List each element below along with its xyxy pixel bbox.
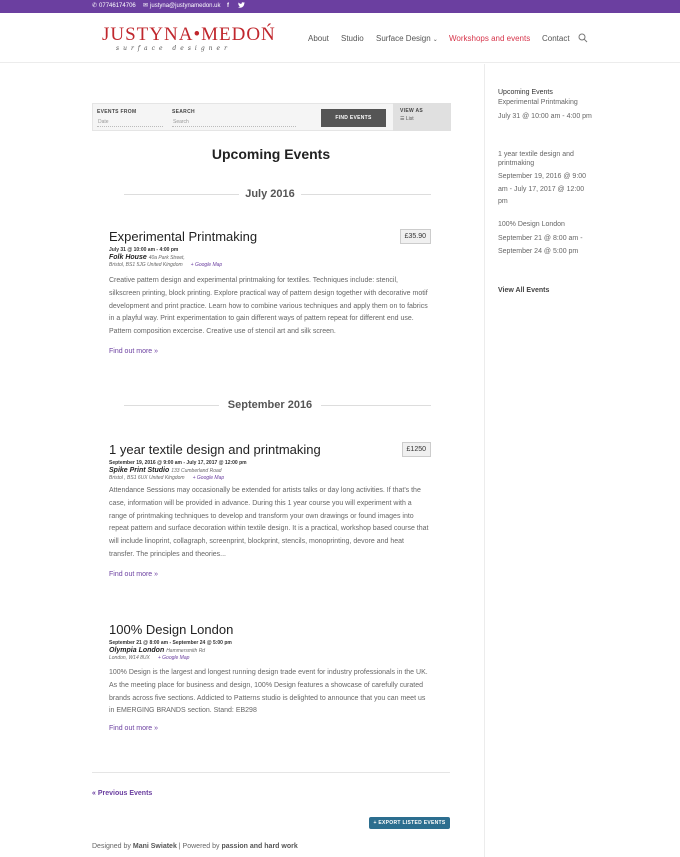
view-as-selector[interactable] [393,103,451,131]
sidebar-event-title[interactable]: 1 year textile design and printmaking [498,151,574,167]
event-title[interactable]: 1 year textile design and printmaking [109,442,321,457]
event-venue [109,647,431,655]
event-price: £1250 [402,442,431,457]
footer-designer: Mani Swiatek [132,843,177,850]
google-map-link[interactable]: + Google Map [190,262,223,268]
event-datetime: September 19, 2016 @ 9:00 am - July 17, 2017 @ 12:00 pm [109,460,247,466]
venue-name[interactable]: Olympia London [109,647,165,654]
event-title[interactable]: Experimental Printmaking [109,229,258,244]
sidebar-upcoming-widget [498,88,593,124]
view-as-current: List [405,116,414,122]
venue-city: Bristol , BS1 6UX United Kingdom [109,475,185,481]
event-price: £35.90 [400,229,431,244]
find-out-more-link[interactable]: Find out more » [109,570,159,578]
list-bottom-divider [92,772,450,773]
event-venue [109,467,431,475]
view-all-events-link[interactable]: View All Events [498,287,550,294]
venue-address: Hammersmith Rd [166,648,206,654]
nav-surface-design[interactable] [376,34,438,45]
month-label: July 2016 [245,188,295,200]
event-item [109,442,431,580]
month-label: September 2016 [227,399,313,411]
venue-address: 133 Cumberland Road [171,468,222,474]
site-footer [92,842,298,851]
phone-contact[interactable] [92,2,136,11]
view-as-value[interactable] [400,116,414,123]
sidebar-event-title[interactable]: Experimental Printmaking [498,99,578,106]
email-contact[interactable] [143,2,221,11]
google-map-link[interactable]: + Google Map [157,655,190,661]
sidebar-event [498,151,593,209]
venue-city: Bristol, BS1 5JG United Kingdom [109,262,183,268]
nav-workshops-events[interactable]: Workshops and events [449,34,531,43]
export-events-button[interactable]: + EXPORT LISTED EVENTS [369,817,450,829]
view-as-label: VIEW AS [400,108,424,114]
event-datetime: July 31 @ 10:00 am - 4:00 pm [109,247,179,253]
nav-surface-design-label: Surface Design [376,34,431,43]
top-bar [0,0,680,13]
nav-contact[interactable]: Contact [542,34,570,43]
footer-middle: | Powered by [178,843,220,850]
event-title[interactable]: 100% Design London [109,622,234,637]
search-label: SEARCH [172,109,195,115]
month-separator [109,398,431,412]
event-venue [109,254,431,262]
event-datetime: September 21 @ 8:00 am - September 24 @ 5:00 pm [109,640,232,646]
venue-city: London, W14 8UX [109,655,150,661]
site-header [0,13,680,63]
sidebar-event-date: September 21 @ 8:00 am - September 24 @ 5:00 pm [498,235,583,255]
phone-number: 07746174706 [99,3,136,9]
events-from-input[interactable]: Date [97,117,163,127]
logo-name: JUSTYNA•MEDOŃ [102,24,276,45]
search-icon[interactable] [578,33,588,43]
event-description: Creative pattern design and experimental printmaking for textiles. Techniques include: stencil, silkscreen printing, block printing. Explore practical way of pattern design together with decorative motif development and print practice. Learn how to combine various techniques and apply them on to fabrics in a playful way. Print experimentation to gain different ways of pattern repeat for different end use. Pattern composition excercise. Creative use of stencil art and silk screen. [109,277,428,336]
find-out-more-link[interactable]: Find out more » [109,347,159,355]
footer-powered: passion and hard work [221,843,298,850]
venue-address-line2 [109,655,431,662]
events-from-label: EVENTS FROM [97,109,137,115]
logo-tagline: surface designer [116,45,231,52]
footer-prefix: Designed by [92,843,131,850]
venue-name[interactable]: Spike Print Studio [109,467,170,474]
twitter-icon[interactable] [238,2,245,12]
nav-studio[interactable]: Studio [341,34,364,43]
site-logo[interactable] [102,25,276,53]
find-out-more-link[interactable]: Find out more » [109,725,159,733]
event-item [109,622,431,734]
event-description: 100% Design is the largest and longest running design trade event for industry professionals in the UK. As the meeting place for business and design, 100% Design features a showcase of carefully curated brands across five sections. Addicted to Patterns studio is delighted to announce that you can meet us in EMERGING BRANDS section. Stand: EB298 [109,669,428,715]
nav-about[interactable]: About [308,34,329,43]
chevron-down-icon: ⌄ [432,37,438,43]
page-title: Upcoming Events [211,146,331,162]
google-map-link[interactable]: + Google Map [192,475,225,481]
sidebar-heading: Upcoming Events [498,89,553,96]
sidebar-event [498,220,593,258]
sidebar-event-date: July 31 @ 10:00 am - 4:00 pm [498,113,592,120]
phone-icon: ✆ [92,3,98,9]
event-description: Attendance Sessions may occasionally be extended for artists talks or day long activities. If that's the case, information will be provided in advance. During this 1 year course you will experiment with a range of printmaking techniques to develop and transform your own drawings or found images into repeat pattern and surface decoration within textile design. It is a practical, workshop based course that will include linoprint, collagraph, screenprint, blockprint, stencils, monoprinting, devore and heat transfer. The principles and theories... [109,487,429,558]
previous-events-link[interactable]: « Previous Events [92,790,153,797]
venue-address-line2 [109,475,431,482]
email-icon: ✉ [143,3,149,9]
venue-name[interactable]: Folk House [109,254,147,261]
sidebar-divider [484,64,485,857]
facebook-icon[interactable]: f [227,3,229,9]
sidebar-event-date: September 19, 2016 @ 9:00 am - July 17, 2017 @ 12:00 pm [498,173,587,205]
venue-address-line2 [109,262,431,269]
search-input[interactable]: Search [172,117,296,127]
event-item [109,229,431,357]
find-events-button[interactable]: FIND EVENTS [321,109,386,127]
sidebar-event-title[interactable]: 100% Design London [498,221,565,228]
events-filter-bar [92,103,450,131]
venue-address: 40a Park Street, [148,255,185,261]
list-icon: ☰ [400,116,405,122]
email-address: justyna@justynamedon.uk [150,3,221,9]
month-separator [109,187,431,201]
